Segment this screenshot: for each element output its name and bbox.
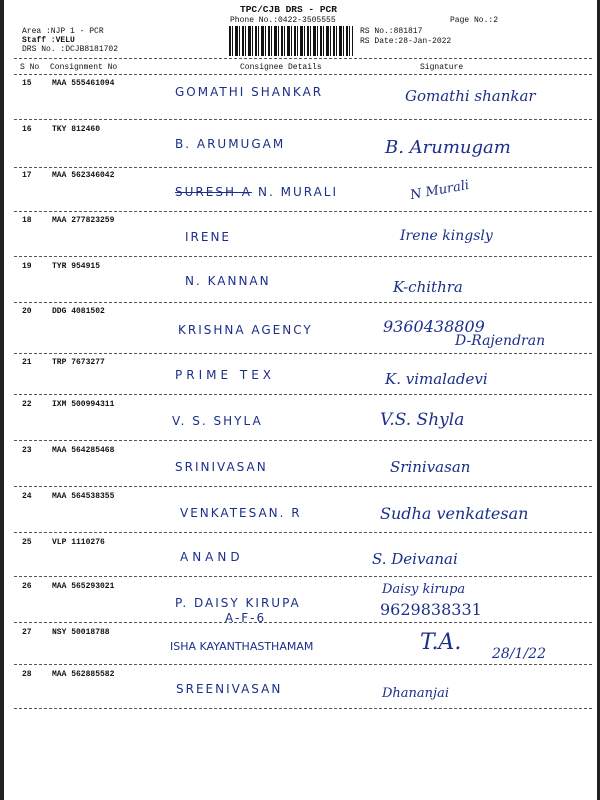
document-title: TPC/CJB DRS - PCR xyxy=(240,4,337,15)
row-signature: Gomathi shankar xyxy=(405,87,536,105)
row-consignee: IRENE xyxy=(185,230,232,244)
row-sno: 27 xyxy=(22,628,32,637)
row-divider xyxy=(14,622,592,623)
row-consignee: V. S. SHYLA xyxy=(172,414,263,428)
row-signature: 9360438809 xyxy=(383,317,485,336)
row-sno: 15 xyxy=(22,79,32,88)
row-divider xyxy=(14,576,592,577)
row-divider xyxy=(14,664,592,665)
row-consignment-no: MAA 555461094 xyxy=(52,79,115,88)
row-sno: 19 xyxy=(22,262,32,271)
row-consignee: GOMATHI SHANKAR xyxy=(175,85,324,99)
row-consignee: B. ARUMUGAM xyxy=(175,137,286,151)
row-consignment-no: TRP 7673277 xyxy=(52,358,105,367)
col-consignment: Consignment No xyxy=(50,63,118,72)
consignee-name: N. MURALI xyxy=(257,185,339,199)
rs-number: RS No.:881817 xyxy=(360,27,423,36)
col-consignee-details: Consignee Details xyxy=(240,63,322,72)
row-divider xyxy=(14,353,592,354)
row-divider xyxy=(14,394,592,395)
row-signature: Dhananjai xyxy=(382,686,449,701)
barcode xyxy=(229,26,353,56)
row-divider xyxy=(14,708,592,709)
table-row xyxy=(0,305,600,362)
row-divider xyxy=(14,167,592,168)
row-signature-extra: 9629838331 xyxy=(380,600,482,619)
row-consignee: ANAND xyxy=(180,550,244,564)
col-signature: Signature xyxy=(420,63,464,72)
row-sno: 24 xyxy=(22,492,32,501)
row-sno: 22 xyxy=(22,400,32,409)
row-consignee: KRISHNA AGENCY xyxy=(178,323,313,337)
row-consignment-no: MAA 564285468 xyxy=(52,446,115,455)
row-consignment-no: MAA 564538355 xyxy=(52,492,115,501)
row-divider xyxy=(14,302,592,303)
col-sno: S No xyxy=(20,63,40,72)
rs-date: RS Date:28-Jan-2022 xyxy=(360,37,452,46)
row-signature: T.A. xyxy=(420,630,462,655)
struck-consignee: SURESH A xyxy=(175,185,252,199)
row-signature: K. vimaladevi xyxy=(385,370,488,388)
staff-label: Staff :VELU xyxy=(22,36,75,45)
row-consignee: ISHA KAYANTHASTHAMAM xyxy=(170,640,314,653)
row-divider xyxy=(14,486,592,487)
row-signature: B. Arumugam xyxy=(385,137,511,158)
row-signature: V.S. Shyla xyxy=(380,410,465,430)
row-signature: Daisy kirupa xyxy=(382,582,466,597)
row-sno: 23 xyxy=(22,446,32,455)
row-consignee: VENKATESAN. R xyxy=(180,506,302,520)
row-consignment-no: MAA 562885582 xyxy=(52,670,115,679)
row-consignee: PRIME TEX xyxy=(175,368,275,382)
row-consignee-extra: A-F-6 xyxy=(225,611,267,625)
row-sno: 20 xyxy=(22,307,32,316)
area-label: Area :NJP 1 - PCR xyxy=(22,27,104,36)
row-consignment-no: IXM 500994311 xyxy=(52,400,115,409)
row-signature: Sudha venkatesan xyxy=(380,504,529,523)
row-divider xyxy=(14,440,592,441)
row-divider xyxy=(14,532,592,533)
row-consignment-no: DDG 4081502 xyxy=(52,307,105,316)
row-signature: Irene kingsly xyxy=(400,228,493,244)
row-divider xyxy=(14,256,592,257)
row-signature-extra: 28/1/22 xyxy=(492,646,546,662)
row-consignment-no: VLP 1110276 xyxy=(52,538,105,547)
drs-number: DRS No. :DCJB8181702 xyxy=(22,45,119,54)
row-consignee: SREENIVASAN xyxy=(176,682,283,696)
row-divider xyxy=(14,211,592,212)
row-signature: S. Deivanai xyxy=(372,550,458,568)
row-sno: 16 xyxy=(22,125,32,134)
row-consignment-no: MAA 562346042 xyxy=(52,171,115,180)
row-sno: 17 xyxy=(22,171,32,180)
row-consignee: P. DAISY KIRUPA xyxy=(175,596,301,610)
row-signature-extra: D-Rajendran xyxy=(455,333,546,349)
phone-number: Phone No.:0422-3505555 xyxy=(230,16,336,25)
row-consignment-no: MAA 277823259 xyxy=(52,216,115,225)
row-sno: 26 xyxy=(22,582,32,591)
row-signature: K-chithra xyxy=(393,278,463,296)
page-number: Page No.:2 xyxy=(450,16,499,25)
table-row xyxy=(0,668,600,725)
row-consignee: N. KANNAN xyxy=(185,274,271,288)
row-consignee: SRINIVASAN xyxy=(175,460,268,474)
header-rule-top xyxy=(14,58,592,59)
row-divider xyxy=(14,119,592,120)
row-consignment-no: TKY 812460 xyxy=(52,125,101,134)
row-sno: 21 xyxy=(22,358,32,367)
row-consignment-no: MAA 565293021 xyxy=(52,582,115,591)
row-signature: Srinivasan xyxy=(390,458,471,476)
row-sno: 25 xyxy=(22,538,32,547)
row-consignee xyxy=(175,185,338,199)
row-sno: 28 xyxy=(22,670,32,679)
row-consignment-no: NSY 50018788 xyxy=(52,628,110,637)
header-rule-bottom xyxy=(14,74,592,75)
row-sno: 18 xyxy=(22,216,32,225)
row-consignment-no: TYR 954915 xyxy=(52,262,101,271)
row-signature: N Murali xyxy=(409,177,471,204)
